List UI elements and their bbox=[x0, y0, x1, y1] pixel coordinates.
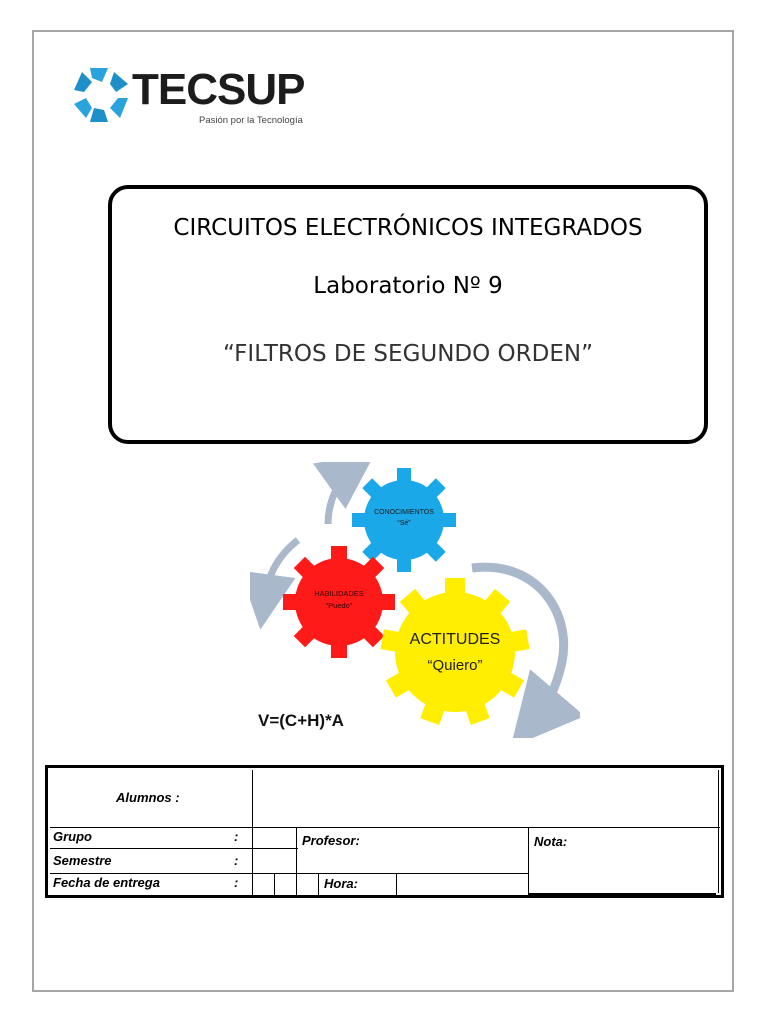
tecsup-logo bbox=[70, 62, 320, 132]
skills-gear bbox=[283, 546, 395, 658]
gears-graphic bbox=[250, 462, 580, 738]
hora-label: Hora: bbox=[324, 876, 358, 891]
grupo-label: Grupo bbox=[53, 829, 92, 844]
knowledge-gear bbox=[352, 468, 456, 572]
nota-label: Nota: bbox=[534, 834, 568, 849]
lab-number: Laboratorio Nº 9 bbox=[313, 273, 503, 299]
alumnos-label: Alumnos : bbox=[116, 790, 180, 805]
attitudes-gear bbox=[380, 578, 529, 725]
logo-wordmark: TECSUP bbox=[132, 65, 305, 114]
student-info-table bbox=[45, 765, 724, 898]
profesor-label: Profesor: bbox=[302, 833, 360, 848]
cycle-arrow-left bbox=[264, 540, 298, 602]
attitudes-label: ACTITUDES bbox=[409, 631, 501, 648]
lab-subject: “FILTROS DE SEGUNDO ORDEN” bbox=[222, 341, 594, 367]
semestre-label: Semestre bbox=[53, 853, 112, 868]
semestre-colon: : bbox=[234, 853, 239, 868]
skills-quote: “Puedo” bbox=[325, 601, 353, 610]
cycle-arrow-top bbox=[328, 470, 352, 524]
skills-label: HABILIDADES bbox=[314, 589, 364, 598]
fecha-colon: : bbox=[234, 875, 239, 890]
course-title: CIRCUITOS ELECTRÓNICOS INTEGRADOS bbox=[173, 215, 643, 241]
title-box bbox=[108, 185, 708, 444]
logo-tagline: Pasión por la Tecnología bbox=[199, 115, 303, 126]
knowledge-quote: “Sé” bbox=[397, 520, 411, 527]
fecha-entrega-label: Fecha de entrega bbox=[53, 875, 160, 890]
attitudes-quote: “Quiero” bbox=[427, 657, 483, 674]
knowledge-label: CONOCIMIENTOS bbox=[374, 509, 434, 516]
value-formula: V=(C+H)*A bbox=[258, 711, 344, 730]
logo-emblem-icon bbox=[70, 64, 132, 126]
grupo-colon: : bbox=[234, 829, 239, 844]
